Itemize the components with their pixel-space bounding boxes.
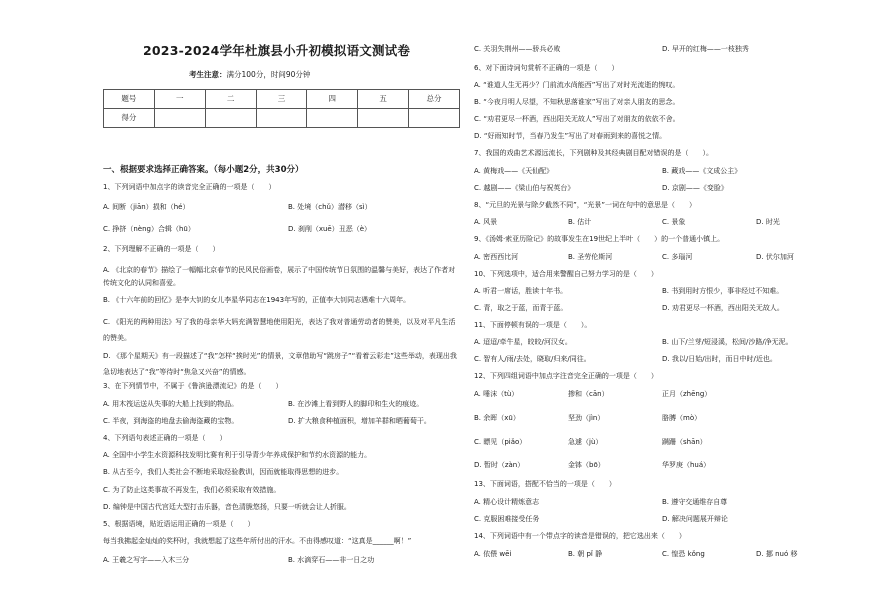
question-1-stem: 1、下列词语中加点字的读音完全正确的一项是（ ） — [103, 183, 276, 191]
q3-option-a[interactable]: A. 用木筏运送从失事的大船上找到的物品。 — [103, 400, 239, 408]
q3-option-c[interactable]: C. 半夜，到海盗的地盘去偷海盗藏的宝物。 — [103, 417, 239, 425]
score-blank-cell[interactable] — [409, 109, 460, 128]
question-7-stem: 7、我国的戏曲艺术源远流长，下列剧种及其经典剧目配对错误的是（ ）。 — [474, 149, 713, 157]
q12-option-d-word2: 金钵（bō） — [568, 461, 605, 469]
q5-option-c[interactable]: C. 关羽失荆州——骄兵必败 — [474, 45, 561, 53]
q10-option-c[interactable]: C. 青，取之于蓝，而青于蓝。 — [474, 304, 568, 312]
q1-option-b[interactable]: B. 处境（chǔ）潜移（sì） — [288, 203, 372, 211]
question-2-stem: 2、下列理解不正确的一项是（ ） — [103, 245, 220, 253]
section-heading: 一、根据要求选择正确答案。（每小题2分，共30分） — [103, 165, 304, 175]
q13-option-d[interactable]: D. 解决问题展开辩论 — [662, 515, 728, 523]
question-8-stem: 8、“元旦的光景与除夕截然不同”，“光景”一词在句中的意思是（ ） — [474, 201, 696, 209]
q6-option-d[interactable]: D. “好雨知时节，当春乃发生”写出了对春雨到来的喜悦之情。 — [474, 132, 667, 140]
q13-option-b[interactable]: B. 遵守交通维存自尊 — [662, 498, 728, 506]
score-header-cell: 题号 — [104, 90, 155, 109]
q12-option-b-word2: 坚劲（jìn） — [568, 414, 605, 422]
score-blank-cell[interactable] — [256, 109, 307, 128]
q13-option-a[interactable]: A. 精心设计精炼意志 — [474, 498, 540, 506]
score-header-cell: 四 — [307, 90, 358, 109]
q5-option-b[interactable]: B. 水滴穿石——非一日之功 — [288, 556, 375, 564]
q2-option-a[interactable]: A. 《北京的春节》描绘了一幅幅北京春节的民风民俗画卷，展示了中国传统节日氛围的温馨与美好，表达了作者对传统文化的认同和喜爱。 — [103, 266, 456, 287]
note-text: 满分100分，时间90分钟 — [226, 70, 311, 79]
q12-option-a-word3: 正月（zhēng） — [662, 390, 712, 398]
score-header-cell: 三 — [256, 90, 307, 109]
q6-option-b[interactable]: B. “今夜月明人尽望，不知秋思落谁家”写出了对亲人朋友的思念。 — [474, 98, 680, 106]
q5-option-d[interactable]: D. 早开的红梅——一枝独秀 — [662, 45, 749, 53]
q9-option-c[interactable]: C. 多瑙河 — [662, 253, 693, 261]
score-header-cell: 二 — [205, 90, 256, 109]
q7-option-c[interactable]: C. 越剧——《梁山伯与祝英台》 — [474, 184, 575, 192]
q11-option-b[interactable]: B. 山下/兰芽/短浸溪，松间/沙路/净无泥。 — [662, 338, 793, 346]
q12-option-a-word2: 掺和（cān） — [568, 390, 609, 398]
question-13-stem: 13、下面词语，搭配不恰当的一项是（ ） — [474, 480, 616, 488]
q4-option-d[interactable]: D. 编钟是中国古代宫廷大型打击乐器，音色清脆悠扬，只要一听就会让人折服。 — [103, 503, 351, 511]
q7-option-d[interactable]: D. 京剧——《变脸》 — [662, 184, 728, 192]
q11-option-a[interactable]: A. 迢迢/牵牛星，皎皎/河汉女。 — [474, 338, 572, 346]
question-9-stem: 9、《汤姆·索亚历险记》的故事发生在19世纪上半叶（ ）的一个普通小镇上。 — [474, 235, 725, 243]
q10-option-d[interactable]: D. 劝君更尽一杯酒，西出阳关无故人。 — [662, 304, 784, 312]
q6-option-c[interactable]: C. “劝君更尽一杯酒，西出阳关无故人”写出了对朋友的依依不舍。 — [474, 115, 680, 123]
q12-option-b-word3: 胳膊（mò） — [662, 414, 702, 422]
q12-option-b-word1[interactable]: B. 余晖（xū） — [474, 414, 520, 422]
q2-option-d[interactable]: D. 《那个星期天》有一段描述了“我”怎样“挨时光”的情景，文章借助写“跳房子”“看着云彩走”这些举动，表现出我急切地表达了“我”等待时“焦急又兴奋”的情感。 — [103, 352, 457, 376]
q10-option-b[interactable]: B. 书到用时方恨少，事非经过不知难。 — [662, 287, 784, 295]
score-table-score-row — [104, 109, 460, 128]
q10-option-a[interactable]: A. 听君一席话，胜读十年书。 — [474, 287, 568, 295]
q6-option-a[interactable]: A. “谁道人生无再少？门前流水尚能西”写出了对时光流逝的惋叹。 — [474, 81, 680, 89]
q12-option-c-word2: 急遽（jù） — [568, 438, 603, 446]
score-row-label: 得分 — [104, 109, 155, 128]
q7-option-b[interactable]: B. 藏戏——《文成公主》 — [662, 167, 742, 175]
question-11-stem: 11、下面停顿有误的一项是（ ）。 — [474, 321, 592, 329]
q14-option-b[interactable]: B. 朝 pǐ 静 — [568, 550, 603, 558]
question-5-stem: 5、根据语境，贴近语运用正确的一项是（ ） — [103, 520, 255, 528]
question-10-stem: 10、下列选项中，适合用来警醒自己努力学习的是（ ） — [474, 270, 658, 278]
q8-option-c[interactable]: C. 景象 — [662, 218, 686, 226]
question-14-stem: 14、下列词语中有一个带点字的读音是错误的，把它选出来（ ） — [474, 532, 686, 540]
q1-option-d[interactable]: D. 刹削（xuē）丑恶（è） — [288, 225, 372, 233]
q3-option-d[interactable]: D. 扩大粮食种植面积，增加羊群和晒葡萄干。 — [288, 417, 431, 425]
score-header-cell: 总分 — [409, 90, 460, 109]
q3-option-b[interactable]: B. 在沙滩上看到野人的脚印和生火的痕迹。 — [288, 400, 424, 408]
q9-option-d[interactable]: D. 伏尔加河 — [756, 253, 794, 261]
q11-option-c[interactable]: C. 智有人/雨/去处，晓取/归来/同往。 — [474, 355, 591, 363]
q12-option-c-word3: 蹒跚（shān） — [662, 438, 707, 446]
q12-option-d-word1[interactable]: D. 暂时（zàn） — [474, 461, 525, 469]
q13-option-c[interactable]: C. 克服困难接受任务 — [474, 515, 540, 523]
score-header-cell: 五 — [358, 90, 409, 109]
q5-option-a[interactable]: A. 王羲之写字——入木三分 — [103, 556, 190, 564]
q4-option-b[interactable]: B. 从古至今，我们人类社会不断地采取经验教训，因而就能取得思想的进步。 — [103, 468, 344, 476]
q14-option-c[interactable]: C. 惶恐 kǒng — [662, 550, 705, 558]
q2-option-b[interactable]: B. 《十六年前的回忆》是李大钊的女儿李星华同志在1943年写的，正值李大钊同志遇难十六周年。 — [103, 296, 411, 304]
q14-option-a[interactable]: A. 依偎 wēi — [474, 550, 512, 558]
q12-option-a-word1[interactable]: A. 唾沫（tù） — [474, 390, 519, 398]
q12-option-d-word3: 华罗庚（huá） — [662, 461, 711, 469]
question-6-stem: 6、对下面诗词句赏析不正确的一项是（ ） — [474, 64, 619, 72]
q8-option-b[interactable]: B. 估计 — [568, 218, 592, 226]
question-4-stem: 4、下列语句表述正确的一项是（ ） — [103, 434, 227, 442]
score-blank-cell[interactable] — [154, 109, 205, 128]
q5-context: 每当我拂起金灿灿的奖杯时，我就想起了这些年所付出的汗水。不由得感叹道：“这真是______啊！” — [103, 537, 412, 545]
q7-option-a[interactable]: A. 黄梅戏——《天仙配》 — [474, 167, 554, 175]
q4-option-a[interactable]: A. 全国中小学生水资源科技发明比赛有利于引导青少年养成保护和节约水资源的能力。 — [103, 451, 372, 459]
score-blank-cell[interactable] — [307, 109, 358, 128]
question-12-stem: 12、下列四组词语中加点字注音完全正确的一项是（ ） — [474, 372, 658, 380]
q1-option-c[interactable]: C. 挣挤（nèng）合辑（hū） — [103, 225, 195, 233]
q8-option-d[interactable]: D. 时光 — [756, 218, 780, 226]
q1-option-a[interactable]: A. 间断（jiān）损和（hé） — [103, 203, 190, 211]
score-blank-cell[interactable] — [358, 109, 409, 128]
score-table — [103, 89, 460, 128]
score-table-header-row — [104, 90, 460, 109]
score-header-cell: 一 — [154, 90, 205, 109]
q11-option-d[interactable]: D. 我以/日始/出时，而日中时/近也。 — [662, 355, 777, 363]
q12-option-c-word1[interactable]: C. 瞟见（piǎo） — [474, 438, 527, 446]
score-blank-cell[interactable] — [205, 109, 256, 128]
note-label: 考生注意： — [189, 70, 227, 79]
q4-option-c[interactable]: C. 为了防止这类事故不再发生，我们必须采取有效措施。 — [103, 486, 281, 494]
exam-note — [189, 71, 310, 79]
q14-option-d[interactable]: D. 挪 nuó 移 — [756, 550, 798, 558]
q2-option-c[interactable]: C. 《阳光的两种用法》写了我的母亲华大妈充满智慧地使用阳光，表达了我对普通劳动者的赞美，以及对平凡生活的赞美。 — [103, 318, 456, 342]
q9-option-a[interactable]: A. 密西西比河 — [474, 253, 519, 261]
q9-option-b[interactable]: B. 圣劳伦斯河 — [568, 253, 613, 261]
question-3-stem: 3、在下列情节中，不属于《鲁滨逊漂流记》的是（ ） — [103, 382, 283, 390]
q8-option-a[interactable]: A. 风景 — [474, 218, 498, 226]
page-title: 2023-2024学年杜旗县小升初模拟语文测试卷 — [143, 43, 411, 58]
